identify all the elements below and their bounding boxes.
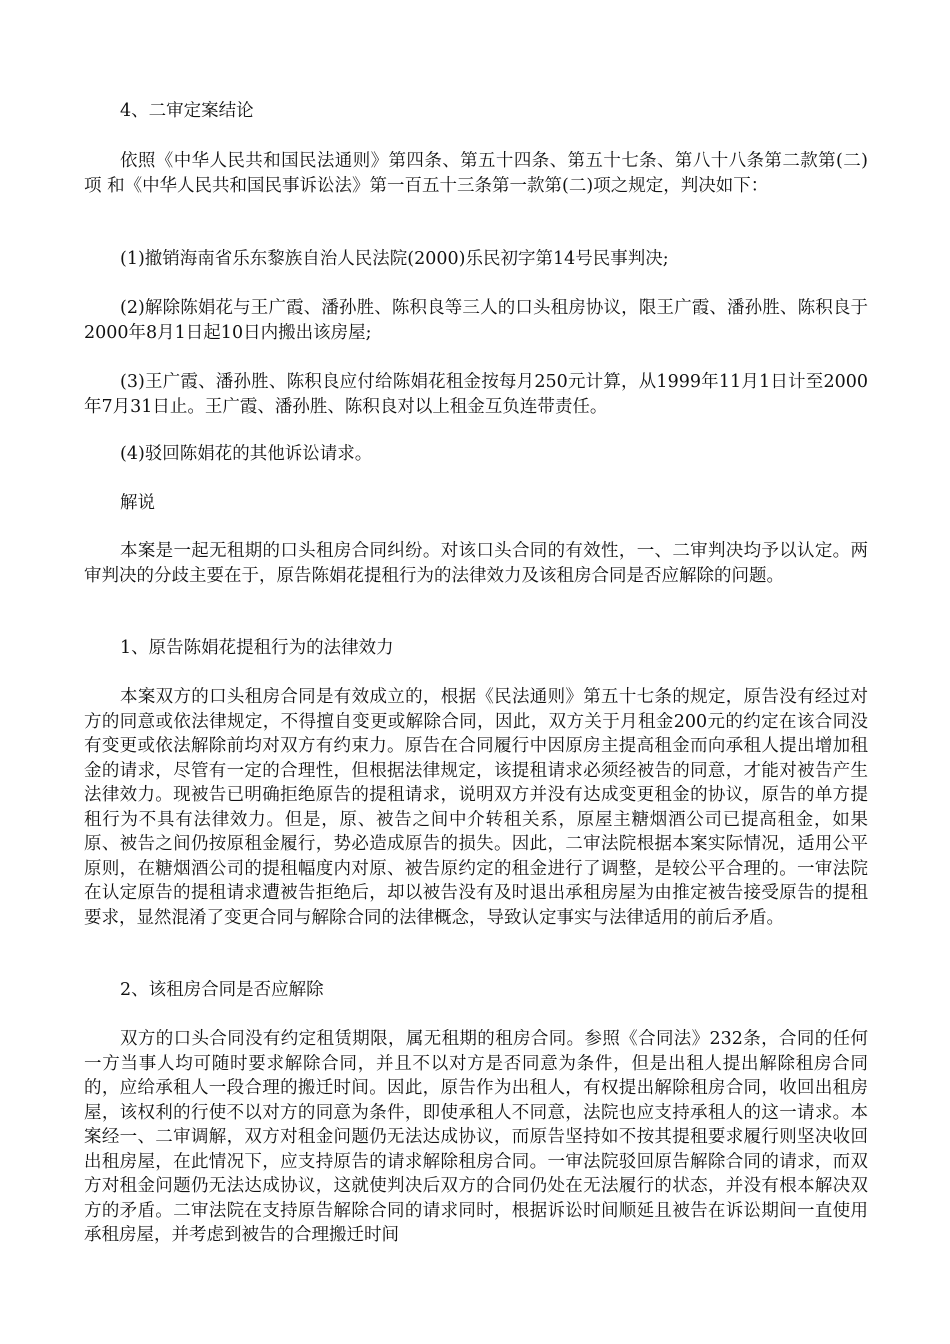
section-heading-commentary: 解说 [120, 493, 155, 513]
paragraph-analysis-1: 本案双方的口头租房合同是有效成立的，根据《民法通则》第五十七条的规定，原告没有经过对方的同意或依法律规定，不得擅自变更或解除合同，因此，双方关于月租金200元的约定在该合同没有变更或依法解除前均对双方有约束力。原告在合同履行中因原房主提高租金而向承租人提出增加租金的请求，尽管有一定的合理性，但根据法律规定，该提租请求必须经被告的同意，才能对被告产生法律效力。现被告已明确拒绝原告的提租请求，说明双方并没有达成变更租金的协议，原告的单方提租行为不具有法律效力。但是，原、被告之间中介转租关系，原屋主糖烟酒公司已提高租金，如果原、被告之间仍按原租金履行，势必造成原告的损失。因此，二审法院根据本案实际情况，适用公平原则，在糖烟酒公司的提租幅度内对原、被告原约定的租金进行了调整，是较公平合理的。一审法院在认定原告的提租请求遭被告拒绝后，却以被告没有及时退出承租房屋为由推定被告接受原告的提租要求，显然混淆了变更合同与解除合同的法律概念，导致认定事实与法律适用的前后矛盾。 [84, 687, 868, 928]
paragraph-analysis-2: 双方的口头合同没有约定租赁期限，属无租期的租房合同。参照《合同法》232条，合同的任何一方当事人均可随时要求解除合同，并且不以对方是否同意为条件，但是出租人提出解除租房合同的，应给承租人一段合理的搬迁时间。因此，原告作为出租人，有权提出解除租房合同，收回出租房屋，该权利的行使不以对方的同意为条件，即使承租人不同意，法院也应支持承租人的这一请求。本案经一、二审调解，双方对租金问题仍无法达成协议，而原告坚持如不按其提租要求履行则坚决收回出租房屋，在此情况下，应支持原告的请求解除租房合同。一审法院驳回原告解除合同的请求，而双方对租金问题仍无法达成协议，这就使判决后双方的合同仍处在无法履行的状态，并没有根本解决双方的矛盾。二审法院在支持原告解除合同的请求同时，根据诉讼时间顺延且被告在诉讼期间一直使用承租房屋，并考虑到被告的合理搬迁时间 [84, 1029, 868, 1245]
judgment-item-4: (4)驳回陈娟花的其他诉讼请求。 [120, 444, 373, 464]
judgment-item-2: (2)解除陈娟花与王广霞、潘孙胜、陈积良等三人的口头租房协议，限王广霞、潘孙胜、陈积良于2000年8月1日起10日内搬出该房屋; [84, 298, 868, 343]
section-heading-conclusion: 4、二审定案结论 [120, 101, 254, 121]
paragraph-legal-basis: 依照《中华人民共和国民法通则》第四条、第五十四条、第五十七条、第八十八条第二款第(二)项 和《中华人民共和国民事诉讼法》第一百五十三条第一款第(二)项之规定，判决如下： [84, 151, 868, 196]
section-heading-1: 1、原告陈娟花提租行为的法律效力 [120, 638, 394, 658]
section-heading-2: 2、该租房合同是否应解除 [120, 980, 324, 1000]
judgment-item-1: (1)撤销海南省乐东黎族自治人民法院(2000)乐民初字第14号民事判决; [120, 249, 669, 269]
judgment-item-3: (3)王广霞、潘孙胜、陈积良应付给陈娟花租金按每月250元计算，从1999年11月1日计至2000年7月31日止。王广霞、潘孙胜、陈积良对以上租金互负连带责任。 [84, 372, 868, 417]
paragraph-case-summary: 本案是一起无租期的口头租房合同纠纷。对该口头合同的有效性，一、二审判决均予以认定。两审判决的分歧主要在于，原告陈娟花提租行为的法律效力及该租房合同是否应解除的问题。 [84, 541, 868, 586]
